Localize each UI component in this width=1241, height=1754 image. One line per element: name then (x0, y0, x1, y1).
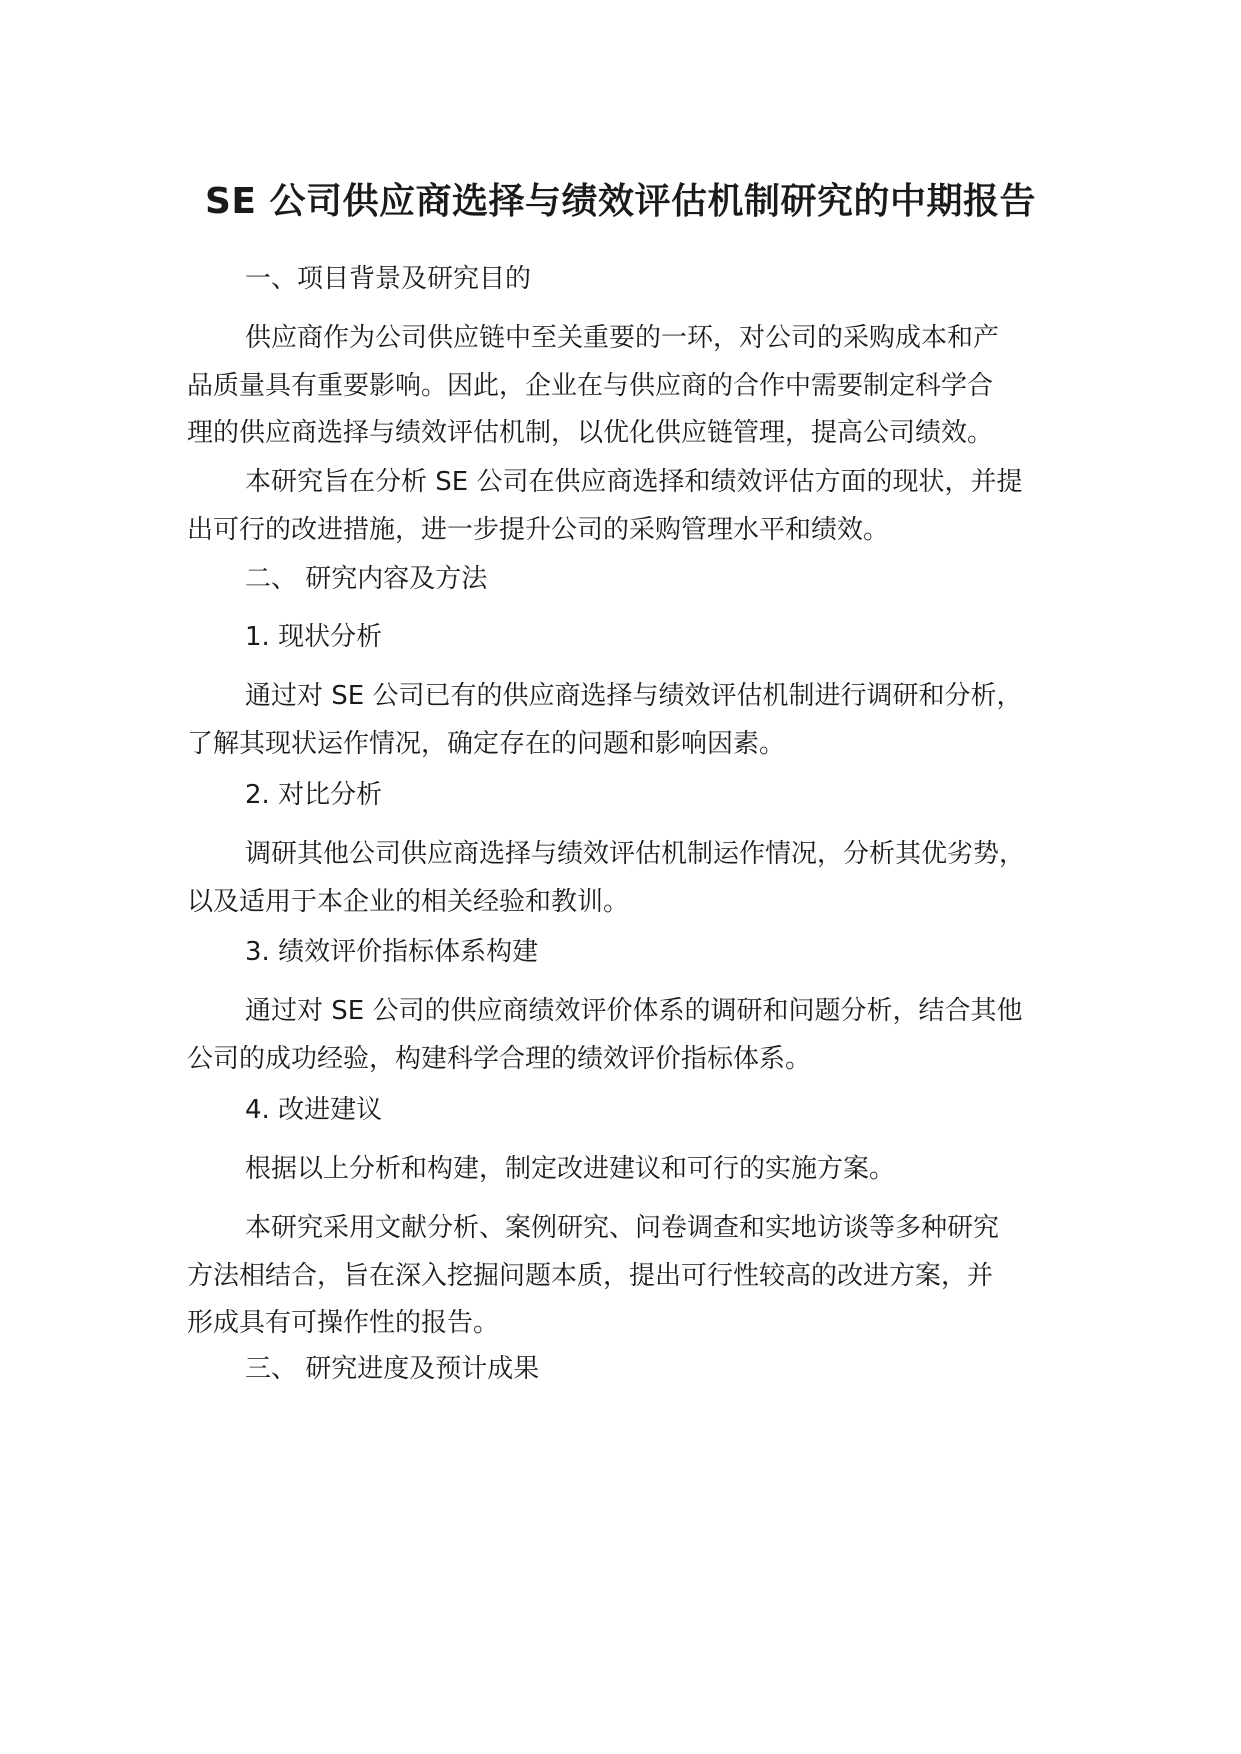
paragraph-line: 本研究采用文献分析、案例研究、问卷调查和实地访谈等多种研究 (245, 1213, 1000, 1243)
section-heading-methods (187, 556, 1087, 604)
subheading-improvement (187, 1087, 1087, 1135)
paragraph-line: 形成具有可操作性的报告。 (187, 1308, 500, 1338)
paragraph-line: 了解其现状运作情况，确定存在的问题和影响因素。 (187, 728, 786, 759)
subheading-status-analysis (187, 614, 1087, 662)
paragraph-line: 调研其他公司供应商选择与绩效评估机制运作情况，分析其优劣势， (245, 839, 1026, 869)
subheading: 1. 现状分析 (245, 622, 383, 652)
subheading-comparative-analysis (187, 772, 1087, 820)
paragraph-research-methods (187, 1205, 1087, 1348)
paragraph-status-analysis (187, 673, 1087, 768)
section-heading: 三、 研究进度及预计成果 (245, 1354, 540, 1384)
paragraph-line: 根据以上分析和构建，制定改进建议和可行的实施方案。 (245, 1154, 896, 1184)
paragraph-line: 通过对 SE 公司已有的供应商选择与绩效评估机制进行调研和分析， (245, 681, 1023, 711)
paragraph-line: 公司的成功经验，构建科学合理的绩效评价指标体系。 (187, 1043, 812, 1074)
subheading: 3. 绩效评价指标体系构建 (245, 937, 539, 967)
subheading: 4. 改进建议 (245, 1095, 383, 1125)
paragraph-indicator-system (187, 988, 1087, 1083)
section-heading-progress (187, 1346, 1087, 1394)
paragraph-line: 出可行的改进措施，进一步提升公司的采购管理水平和绩效。 (187, 514, 890, 545)
document-title: SE 公司供应商选择与绩效评估机制研究的中期报告 (204, 181, 1037, 222)
paragraph-line: 以及适用于本企业的相关经验和教训。 (187, 886, 630, 917)
paragraph-line: 供应商作为公司供应链中至关重要的一环，对公司的采购成本和产 (245, 323, 1000, 353)
subheading: 2. 对比分析 (245, 780, 383, 810)
paragraph-purpose (187, 459, 1087, 554)
section-heading: 二、 研究内容及方法 (245, 564, 488, 594)
paragraph-improvement (187, 1146, 1087, 1194)
paragraph-line: 理的供应商选择与绩效评估机制，以优化供应链管理，提高公司绩效。 (187, 418, 994, 448)
section-heading-background (187, 256, 1087, 304)
paragraph-background-1 (187, 315, 1087, 458)
paragraph-line: 通过对 SE 公司的供应商绩效评价体系的调研和问题分析，结合其他 (245, 996, 1023, 1026)
paragraph-line: 方法相结合，旨在深入挖掘问题本质，提出可行性较高的改进方案，并 (187, 1260, 994, 1291)
paragraph-comparative-analysis (187, 831, 1087, 926)
paragraph-line: 本研究旨在分析 SE 公司在供应商选择和绩效评估方面的现状，并提 (245, 467, 1023, 497)
paragraph-line: 品质量具有重要影响。因此，企业在与供应商的合作中需要制定科学合 (187, 370, 994, 401)
section-heading: 一、项目背景及研究目的 (245, 264, 532, 294)
subheading-indicator-system (187, 929, 1087, 977)
